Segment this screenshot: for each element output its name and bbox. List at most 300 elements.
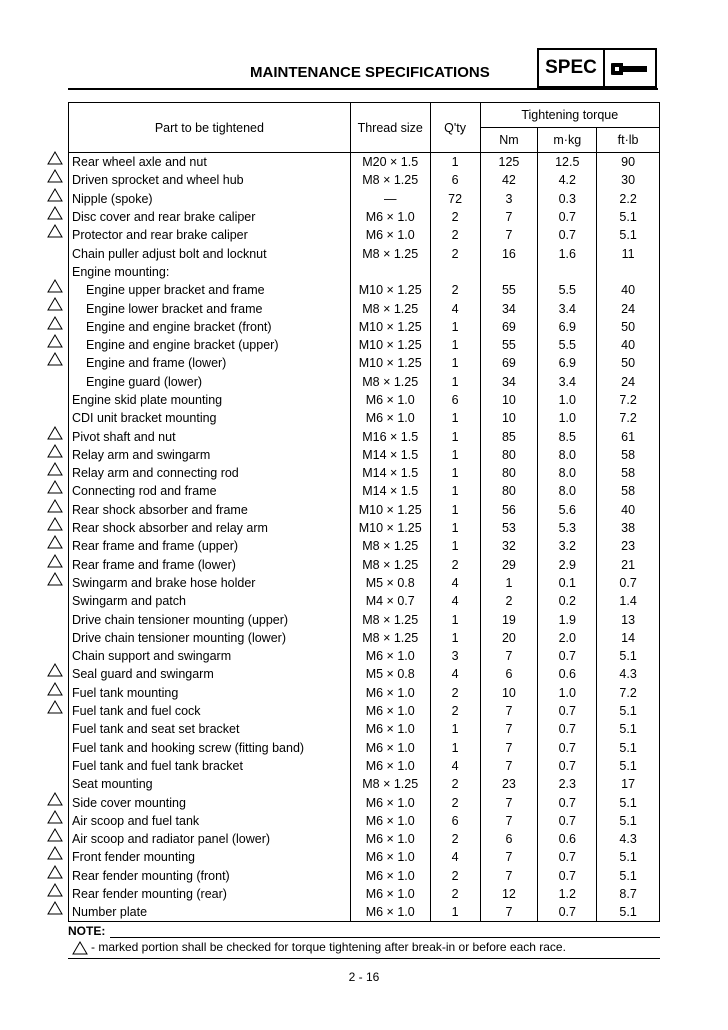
table-row — [69, 391, 660, 409]
table-row — [69, 702, 660, 720]
cell-mkg: 0.7 — [538, 208, 597, 226]
cell-nm: 85 — [480, 427, 538, 445]
cell-qty: 1 — [430, 336, 480, 354]
cell-ftlb: 40 — [597, 501, 660, 519]
cell-ftlb: 24 — [597, 299, 660, 317]
cell-thread: M8 × 1.25 — [350, 775, 430, 793]
cell-mkg: 5.5 — [538, 281, 597, 299]
cell-qty: 2 — [430, 556, 480, 574]
cell-nm: 19 — [480, 610, 538, 628]
cell-ftlb: 0.7 — [597, 574, 660, 592]
cell-ftlb: 38 — [597, 519, 660, 537]
cell-mkg: 8.0 — [538, 464, 597, 482]
cell-ftlb: 5.1 — [597, 757, 660, 775]
cell-thread: M8 × 1.25 — [350, 610, 430, 628]
cell-thread: M6 × 1.0 — [350, 830, 430, 848]
cell-ftlb: 7.2 — [597, 684, 660, 702]
cell-part: Engine upper bracket and frame — [69, 281, 351, 299]
triangle-mark-icon — [47, 865, 63, 879]
cell-thread: M5 × 0.8 — [350, 665, 430, 683]
cell-thread: M14 × 1.5 — [350, 464, 430, 482]
cell-thread: M10 × 1.25 — [350, 354, 430, 372]
cell-mkg: 0.7 — [538, 867, 597, 885]
header-nm: Nm — [480, 128, 538, 153]
cell-ftlb: 5.1 — [597, 647, 660, 665]
cell-part: Connecting rod and frame — [69, 482, 351, 500]
cell-ftlb: 58 — [597, 482, 660, 500]
cell-part: Swingarm and brake hose holder — [69, 574, 351, 592]
cell-qty: 2 — [430, 885, 480, 903]
cell-part: Engine skid plate mounting — [69, 391, 351, 409]
wrench-icon — [611, 58, 651, 80]
cell-thread: M6 × 1.0 — [350, 739, 430, 757]
cell-thread: — — [350, 190, 430, 208]
cell-ftlb: 8.7 — [597, 885, 660, 903]
table-row — [69, 373, 660, 391]
cell-nm: 80 — [480, 464, 538, 482]
cell-part: Nipple (spoke) — [69, 190, 351, 208]
table-row — [69, 812, 660, 830]
cell-ftlb: 17 — [597, 775, 660, 793]
cell-nm — [480, 263, 538, 281]
cell-part: Air scoop and radiator panel (lower) — [69, 830, 351, 848]
header-thread: Thread size — [350, 103, 430, 153]
cell-thread: M16 × 1.5 — [350, 427, 430, 445]
table-row — [69, 610, 660, 628]
cell-qty: 1 — [430, 482, 480, 500]
cell-ftlb: 14 — [597, 629, 660, 647]
table-row — [69, 281, 660, 299]
triangle-mark-icon — [47, 462, 63, 476]
cell-part: Chain support and swingarm — [69, 647, 351, 665]
cell-thread: M6 × 1.0 — [350, 903, 430, 922]
table-row — [69, 537, 660, 555]
cell-mkg: 1.6 — [538, 244, 597, 262]
table-row — [69, 263, 660, 281]
cell-part: Front fender mounting — [69, 848, 351, 866]
table-row — [69, 244, 660, 262]
cell-ftlb: 5.1 — [597, 812, 660, 830]
cell-part: Chain puller adjust bolt and locknut — [69, 244, 351, 262]
table-row — [69, 501, 660, 519]
cell-qty: 4 — [430, 592, 480, 610]
cell-thread: M6 × 1.0 — [350, 757, 430, 775]
triangle-mark-icon — [47, 792, 63, 806]
cell-mkg: 6.9 — [538, 354, 597, 372]
cell-nm: 42 — [480, 171, 538, 189]
cell-mkg: 1.9 — [538, 610, 597, 628]
triangle-mark-icon — [47, 554, 63, 568]
cell-part: Engine guard (lower) — [69, 373, 351, 391]
cell-mkg: 8.5 — [538, 427, 597, 445]
cell-thread: M14 × 1.5 — [350, 482, 430, 500]
triangle-mark-icon — [47, 224, 63, 238]
cell-nm: 10 — [480, 409, 538, 427]
cell-qty: 1 — [430, 519, 480, 537]
cell-thread: M8 × 1.25 — [350, 373, 430, 391]
cell-mkg: 8.0 — [538, 482, 597, 500]
cell-ftlb: 13 — [597, 610, 660, 628]
cell-mkg: 0.7 — [538, 812, 597, 830]
cell-part: Drive chain tensioner mounting (upper) — [69, 610, 351, 628]
cell-ftlb: 24 — [597, 373, 660, 391]
cell-qty: 1 — [430, 354, 480, 372]
cell-ftlb: 11 — [597, 244, 660, 262]
cell-nm: 2 — [480, 592, 538, 610]
table-row — [69, 629, 660, 647]
cell-mkg: 5.3 — [538, 519, 597, 537]
cell-nm: 125 — [480, 153, 538, 172]
cell-nm: 7 — [480, 848, 538, 866]
cell-nm: 20 — [480, 629, 538, 647]
table-row — [69, 739, 660, 757]
cell-part: Pivot shaft and nut — [69, 427, 351, 445]
cell-mkg: 8.0 — [538, 446, 597, 464]
cell-nm: 7 — [480, 226, 538, 244]
section-label: SPEC — [539, 50, 605, 86]
cell-nm: 29 — [480, 556, 538, 574]
cell-nm: 7 — [480, 647, 538, 665]
table-row — [69, 519, 660, 537]
cell-mkg: 0.7 — [538, 757, 597, 775]
cell-nm: 34 — [480, 299, 538, 317]
table-row — [69, 446, 660, 464]
cell-mkg: 1.0 — [538, 684, 597, 702]
cell-ftlb: 5.1 — [597, 720, 660, 738]
table-row — [69, 171, 660, 189]
triangle-mark-icon — [47, 883, 63, 897]
cell-part: Fuel tank and hooking screw (fitting band) — [69, 739, 351, 757]
cell-thread: M5 × 0.8 — [350, 574, 430, 592]
triangle-mark-icon — [47, 901, 63, 915]
cell-thread: M6 × 1.0 — [350, 720, 430, 738]
cell-part: Rear fender mounting (rear) — [69, 885, 351, 903]
triangle-mark-icon — [47, 828, 63, 842]
cell-qty: 1 — [430, 720, 480, 738]
cell-mkg: 2.0 — [538, 629, 597, 647]
cell-nm: 6 — [480, 830, 538, 848]
note-rule — [110, 937, 660, 938]
cell-thread: M8 × 1.25 — [350, 629, 430, 647]
cell-nm: 23 — [480, 775, 538, 793]
cell-mkg: 0.7 — [538, 720, 597, 738]
table-row — [69, 720, 660, 738]
note-label: NOTE: — [68, 924, 106, 938]
table-row — [69, 190, 660, 208]
cell-nm: 10 — [480, 684, 538, 702]
table-row — [69, 574, 660, 592]
cell-thread: M6 × 1.0 — [350, 391, 430, 409]
cell-qty: 1 — [430, 427, 480, 445]
cell-part: Engine lower bracket and frame — [69, 299, 351, 317]
cell-qty: 2 — [430, 867, 480, 885]
triangle-mark-icon — [47, 663, 63, 677]
table-row — [69, 427, 660, 445]
triangle-mark-icon — [47, 206, 63, 220]
cell-part: CDI unit bracket mounting — [69, 409, 351, 427]
cell-mkg: 5.6 — [538, 501, 597, 519]
cell-nm: 56 — [480, 501, 538, 519]
table-row — [69, 318, 660, 336]
cell-mkg: 1.2 — [538, 885, 597, 903]
cell-qty: 1 — [430, 409, 480, 427]
cell-qty: 2 — [430, 793, 480, 811]
cell-qty: 1 — [430, 537, 480, 555]
cell-qty: 6 — [430, 171, 480, 189]
table-row — [69, 592, 660, 610]
cell-part: Air scoop and fuel tank — [69, 812, 351, 830]
cell-mkg: 0.6 — [538, 665, 597, 683]
cell-thread: M6 × 1.0 — [350, 684, 430, 702]
cell-thread: M10 × 1.25 — [350, 501, 430, 519]
cell-thread: M6 × 1.0 — [350, 848, 430, 866]
cell-mkg: 0.7 — [538, 739, 597, 757]
cell-qty: 2 — [430, 775, 480, 793]
cell-thread: M6 × 1.0 — [350, 812, 430, 830]
cell-qty: 4 — [430, 757, 480, 775]
cell-qty: 3 — [430, 647, 480, 665]
cell-ftlb: 5.1 — [597, 867, 660, 885]
table-row — [69, 757, 660, 775]
cell-thread: M6 × 1.0 — [350, 409, 430, 427]
cell-part: Fuel tank and fuel cock — [69, 702, 351, 720]
cell-mkg: 0.2 — [538, 592, 597, 610]
cell-thread: M6 × 1.0 — [350, 867, 430, 885]
triangle-mark-icon — [47, 444, 63, 458]
table-row — [69, 665, 660, 683]
header-qty: Q'ty — [430, 103, 480, 153]
cell-mkg: 3.4 — [538, 373, 597, 391]
cell-ftlb: 1.4 — [597, 592, 660, 610]
cell-part: Relay arm and swingarm — [69, 446, 351, 464]
cell-nm: 53 — [480, 519, 538, 537]
cell-qty: 1 — [430, 153, 480, 172]
cell-thread: M8 × 1.25 — [350, 171, 430, 189]
cell-nm: 7 — [480, 720, 538, 738]
table-row — [69, 208, 660, 226]
cell-qty: 1 — [430, 446, 480, 464]
table-row — [69, 482, 660, 500]
cell-part: Engine and engine bracket (front) — [69, 318, 351, 336]
cell-nm: 7 — [480, 793, 538, 811]
cell-part: Rear frame and frame (lower) — [69, 556, 351, 574]
cell-mkg: 0.7 — [538, 903, 597, 922]
cell-ftlb: 58 — [597, 464, 660, 482]
cell-nm: 12 — [480, 885, 538, 903]
torque-table — [68, 102, 660, 922]
cell-mkg: 0.7 — [538, 226, 597, 244]
cell-part: Disc cover and rear brake caliper — [69, 208, 351, 226]
cell-mkg: 0.7 — [538, 793, 597, 811]
cell-part: Number plate — [69, 903, 351, 922]
table-row — [69, 464, 660, 482]
cell-part: Engine and engine bracket (upper) — [69, 336, 351, 354]
cell-ftlb — [597, 263, 660, 281]
cell-ftlb: 50 — [597, 318, 660, 336]
cell-qty: 6 — [430, 812, 480, 830]
table-row — [69, 830, 660, 848]
cell-qty: 4 — [430, 665, 480, 683]
cell-ftlb: 40 — [597, 281, 660, 299]
cell-qty: 4 — [430, 299, 480, 317]
cell-qty — [430, 263, 480, 281]
table-row — [69, 867, 660, 885]
note-text: - marked portion shall be checked for torque tightening after break-in or before each race. — [91, 940, 566, 954]
cell-ftlb: 5.1 — [597, 208, 660, 226]
cell-part: Fuel tank and fuel tank bracket — [69, 757, 351, 775]
cell-part: Seal guard and swingarm — [69, 665, 351, 683]
triangle-mark-icon — [47, 810, 63, 824]
cell-part: Fuel tank and seat set bracket — [69, 720, 351, 738]
cell-qty: 1 — [430, 610, 480, 628]
cell-mkg: 0.7 — [538, 848, 597, 866]
cell-thread: M8 × 1.25 — [350, 299, 430, 317]
triangle-mark-icon — [47, 169, 63, 183]
cell-thread — [350, 263, 430, 281]
cell-mkg: 0.1 — [538, 574, 597, 592]
cell-nm: 55 — [480, 281, 538, 299]
header-torque-group: Tightening torque — [480, 103, 659, 128]
cell-nm: 80 — [480, 482, 538, 500]
triangle-mark-icon — [47, 700, 63, 714]
table-row — [69, 354, 660, 372]
cell-qty: 1 — [430, 903, 480, 922]
cell-nm: 7 — [480, 903, 538, 922]
cell-part: Engine and frame (lower) — [69, 354, 351, 372]
cell-part: Swingarm and patch — [69, 592, 351, 610]
cell-nm: 69 — [480, 318, 538, 336]
cell-nm: 7 — [480, 867, 538, 885]
triangle-mark-icon — [47, 279, 63, 293]
cell-nm: 55 — [480, 336, 538, 354]
cell-qty: 1 — [430, 501, 480, 519]
table-row — [69, 903, 660, 922]
cell-ftlb: 7.2 — [597, 409, 660, 427]
triangle-mark-icon — [47, 846, 63, 860]
triangle-mark-icon — [47, 572, 63, 586]
cell-mkg — [538, 263, 597, 281]
cell-qty: 6 — [430, 391, 480, 409]
cell-part: Driven sprocket and wheel hub — [69, 171, 351, 189]
table-row — [69, 885, 660, 903]
cell-mkg: 0.7 — [538, 647, 597, 665]
cell-ftlb: 50 — [597, 354, 660, 372]
cell-part: Side cover mounting — [69, 793, 351, 811]
cell-nm: 7 — [480, 702, 538, 720]
cell-qty: 1 — [430, 464, 480, 482]
cell-nm: 34 — [480, 373, 538, 391]
cell-nm: 7 — [480, 757, 538, 775]
table-row — [69, 299, 660, 317]
cell-qty: 2 — [430, 281, 480, 299]
cell-thread: M10 × 1.25 — [350, 519, 430, 537]
cell-ftlb: 30 — [597, 171, 660, 189]
cell-mkg: 0.6 — [538, 830, 597, 848]
cell-part: Drive chain tensioner mounting (lower) — [69, 629, 351, 647]
cell-thread: M8 × 1.25 — [350, 556, 430, 574]
cell-qty: 1 — [430, 629, 480, 647]
page-title: MAINTENANCE SPECIFICATIONS — [250, 64, 490, 81]
cell-thread: M8 × 1.25 — [350, 244, 430, 262]
table-row — [69, 647, 660, 665]
cell-nm: 69 — [480, 354, 538, 372]
cell-ftlb: 23 — [597, 537, 660, 555]
cell-qty: 2 — [430, 244, 480, 262]
cell-qty: 1 — [430, 373, 480, 391]
cell-nm: 3 — [480, 190, 538, 208]
cell-thread: M6 × 1.0 — [350, 226, 430, 244]
cell-ftlb: 5.1 — [597, 739, 660, 757]
cell-nm: 80 — [480, 446, 538, 464]
cell-qty: 2 — [430, 702, 480, 720]
cell-mkg: 3.4 — [538, 299, 597, 317]
cell-qty: 2 — [430, 208, 480, 226]
cell-thread: M10 × 1.25 — [350, 318, 430, 336]
cell-ftlb: 5.1 — [597, 903, 660, 922]
cell-mkg: 6.9 — [538, 318, 597, 336]
cell-nm: 6 — [480, 665, 538, 683]
table-row — [69, 775, 660, 793]
triangle-mark-icon — [47, 499, 63, 513]
header-rule — [68, 88, 658, 90]
cell-part: Relay arm and connecting rod — [69, 464, 351, 482]
cell-part: Engine mounting: — [69, 263, 351, 281]
cell-part: Rear shock absorber and relay arm — [69, 519, 351, 537]
table-row — [69, 793, 660, 811]
cell-part: Rear frame and frame (upper) — [69, 537, 351, 555]
cell-qty: 4 — [430, 848, 480, 866]
cell-thread: M6 × 1.0 — [350, 793, 430, 811]
cell-qty: 72 — [430, 190, 480, 208]
cell-ftlb: 5.1 — [597, 702, 660, 720]
section-tab — [537, 48, 657, 88]
triangle-mark-icon — [47, 480, 63, 494]
cell-nm: 1 — [480, 574, 538, 592]
cell-thread: M8 × 1.25 — [350, 537, 430, 555]
cell-part: Rear fender mounting (front) — [69, 867, 351, 885]
cell-mkg: 12.5 — [538, 153, 597, 172]
cell-mkg: 1.0 — [538, 409, 597, 427]
cell-nm: 16 — [480, 244, 538, 262]
cell-mkg: 2.9 — [538, 556, 597, 574]
triangle-mark-icon — [47, 426, 63, 440]
cell-part: Seat mounting — [69, 775, 351, 793]
cell-qty: 4 — [430, 574, 480, 592]
cell-nm: 32 — [480, 537, 538, 555]
cell-ftlb: 61 — [597, 427, 660, 445]
cell-qty: 2 — [430, 830, 480, 848]
cell-ftlb: 5.1 — [597, 848, 660, 866]
table-row — [69, 153, 660, 172]
cell-nm: 7 — [480, 739, 538, 757]
cell-mkg: 0.3 — [538, 190, 597, 208]
cell-ftlb: 90 — [597, 153, 660, 172]
cell-mkg: 3.2 — [538, 537, 597, 555]
triangle-mark-icon — [47, 517, 63, 531]
cell-ftlb: 5.1 — [597, 793, 660, 811]
triangle-mark-icon — [47, 297, 63, 311]
cell-ftlb: 40 — [597, 336, 660, 354]
triangle-mark-icon — [72, 941, 88, 955]
cell-mkg: 2.3 — [538, 775, 597, 793]
triangle-mark-icon — [47, 682, 63, 696]
cell-part: Fuel tank mounting — [69, 684, 351, 702]
cell-ftlb: 7.2 — [597, 391, 660, 409]
cell-thread: M6 × 1.0 — [350, 702, 430, 720]
cell-nm: 10 — [480, 391, 538, 409]
cell-thread: M6 × 1.0 — [350, 647, 430, 665]
cell-ftlb: 4.3 — [597, 830, 660, 848]
